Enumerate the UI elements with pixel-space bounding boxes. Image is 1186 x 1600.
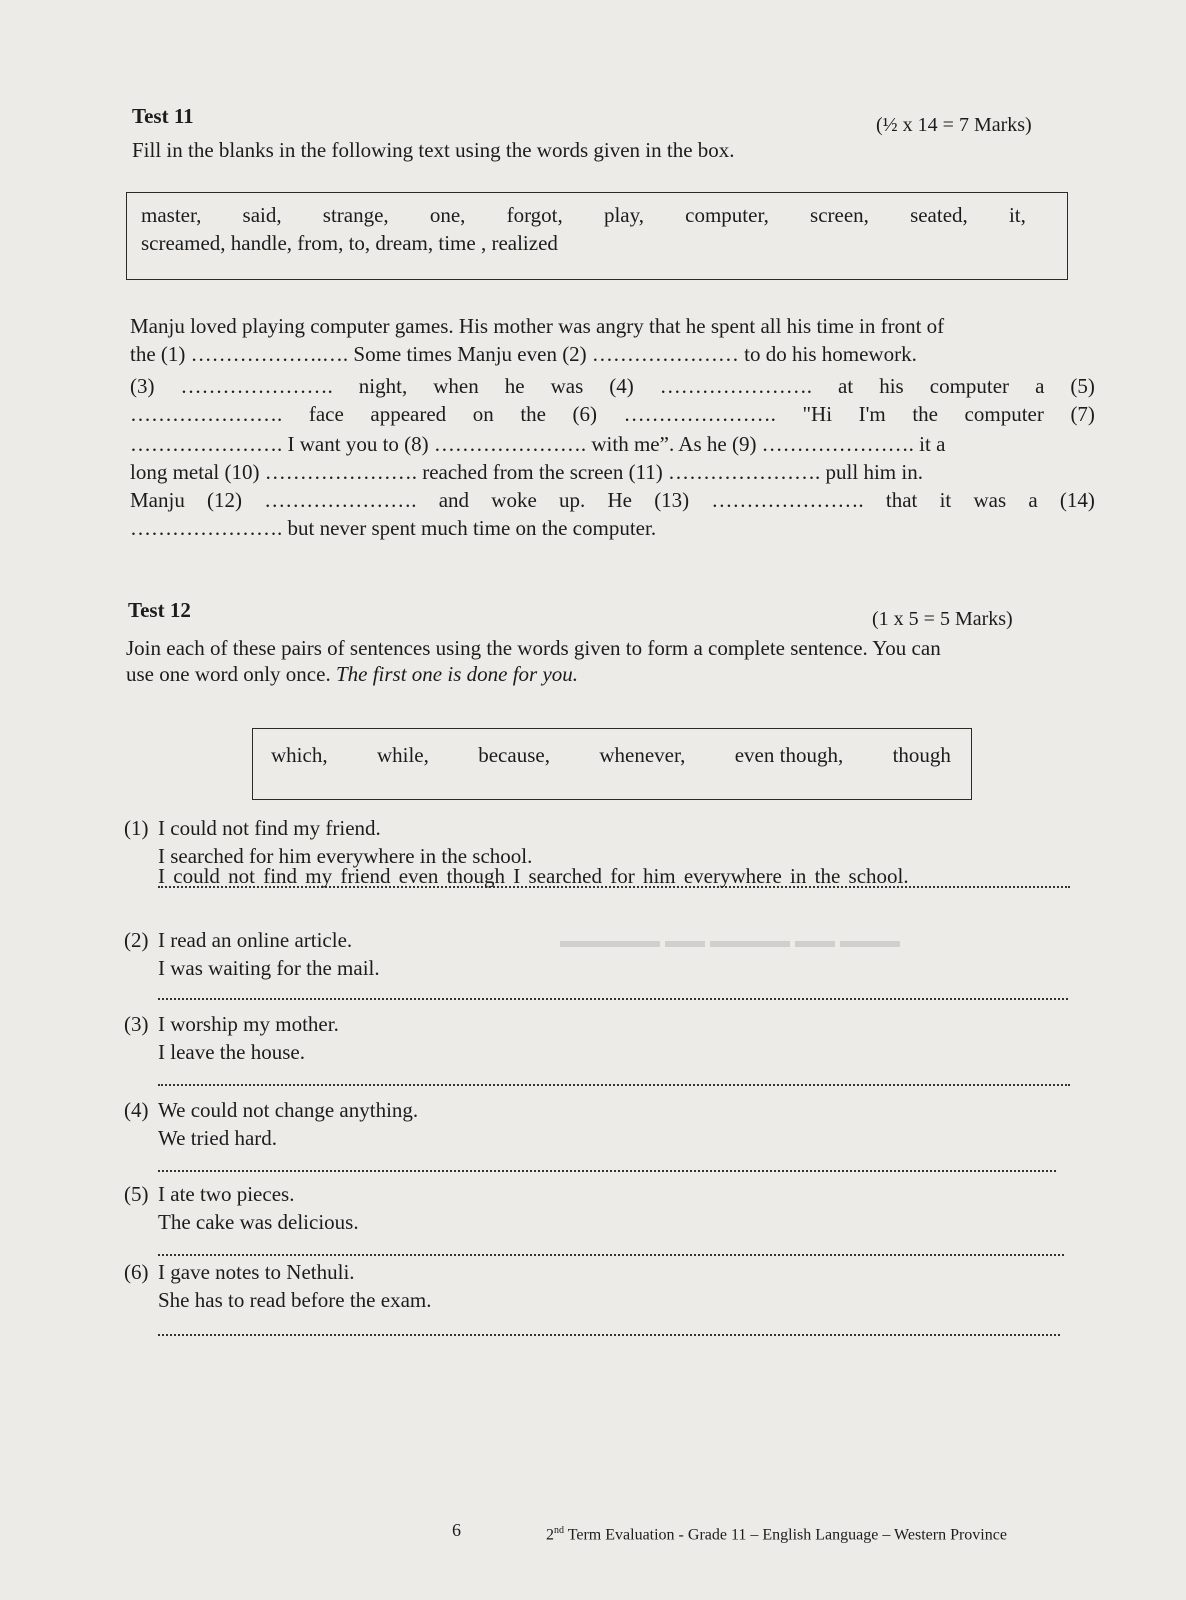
question-sentence-2: We tried hard. [158, 1126, 278, 1150]
word: (3) [130, 374, 155, 398]
word: …………………. [180, 374, 333, 398]
word: which, [271, 743, 328, 767]
word: and [438, 488, 470, 512]
passage-line-2: the (1) ……………….…. Some times Manju even (2) ………………… to do his homework. [130, 342, 917, 366]
word: up. [559, 488, 586, 512]
word: was [973, 488, 1007, 512]
word: face [308, 402, 344, 426]
word: that [885, 488, 918, 512]
question-sentence-1: I read an online article. [158, 928, 353, 952]
footer-sup: nd [554, 1525, 564, 1536]
instruction-plain: use one word only once. [126, 662, 336, 686]
answer-line[interactable] [158, 1170, 1056, 1172]
passage-line-5: …………………. I want you to (8) …………………. with me”. As he (9) …………………. it a [130, 432, 946, 456]
question-sentence-2: I was waiting for the mail. [158, 956, 380, 980]
question-number: (5) [124, 1182, 149, 1206]
question-sentence-2: I searched for him everywhere in the school. [158, 844, 533, 868]
bleed-through: ▬▬▬ ▬▬ ▬▬▬▬ ▬▬ ▬▬▬▬▬ [560, 930, 900, 952]
test12-title: Test 12 [128, 598, 191, 622]
test12-instruction-1: Join each of these pairs of sentences using the words given to form a complete sentence. You can [126, 636, 941, 660]
word: said, [242, 203, 282, 227]
word: the [912, 402, 938, 426]
passage-line-8: …………………. but never spent much time on the computer. [130, 516, 657, 540]
passage-line-6: long metal (10) …………………. reached from the screen (11) …………………. pull him in. [130, 460, 923, 484]
word: …………………. [711, 488, 864, 512]
question-number: (1) [124, 816, 149, 840]
word-box-line2: screamed, handle, from, to, dream, time , realized [141, 231, 558, 255]
instruction-italic: The first one is done for you. [335, 662, 579, 686]
answer-line[interactable] [158, 1254, 1064, 1256]
word: a [1028, 488, 1038, 512]
question-sentence-1: I ate two pieces. [158, 1182, 295, 1206]
test11-marks: (½ x 14 = 7 Marks) [876, 114, 1032, 136]
word: his [879, 374, 904, 398]
word: (6) [572, 402, 598, 426]
word: a [1035, 374, 1045, 398]
passage-line-7 [130, 486, 1095, 514]
footer-text [546, 1525, 1007, 1544]
footer-rest: Term Evaluation - Grade 11 – English Language – Western Province [564, 1526, 1007, 1544]
word: computer [929, 374, 1010, 398]
question-number: (3) [124, 1012, 149, 1036]
word: appeared [370, 402, 447, 426]
word-box-line1 [141, 203, 1026, 228]
passage-line-4 [130, 400, 1095, 428]
word: He [607, 488, 632, 512]
word: one, [429, 203, 466, 227]
word: night, [358, 374, 408, 398]
word: computer, [685, 203, 769, 227]
answer-line[interactable] [158, 998, 1068, 1000]
question-number: (6) [124, 1260, 149, 1284]
word: whenever, [599, 743, 686, 767]
word: it, [1008, 203, 1026, 227]
word-box-test12 [252, 728, 972, 800]
answer-line[interactable] [158, 1334, 1060, 1336]
question-sentence-2: She has to read before the exam. [158, 1288, 432, 1312]
passage-line-1: Manju loved playing computer games. His mother was angry that he spent all his time in front of [130, 314, 945, 338]
word: …………………. [659, 374, 813, 398]
word: (7) [1070, 402, 1095, 426]
word: when [433, 374, 479, 398]
question-sentence-1: I gave notes to Nethuli. [158, 1260, 355, 1284]
word: I'm [858, 402, 886, 426]
test12-instruction-2 [126, 660, 578, 688]
word: (14) [1059, 488, 1095, 512]
word: because, [478, 743, 550, 767]
word: (13) [654, 488, 690, 512]
word: seated, [910, 203, 968, 227]
word: he [504, 374, 525, 398]
word: (5) [1070, 374, 1095, 398]
word: on [472, 402, 494, 426]
word: even though, [734, 743, 844, 767]
word-box-test11 [126, 192, 1068, 280]
question-sentence-2: I leave the house. [158, 1040, 305, 1064]
word: though [892, 743, 951, 767]
sample-answer: I could not find my friend even though I searched for him everywhere in the school. [158, 864, 909, 888]
question-sentence-1: We could not change anything. [158, 1098, 419, 1122]
word: the [520, 402, 546, 426]
word: "Hi [802, 402, 833, 426]
word: play, [603, 203, 644, 227]
word: computer [964, 402, 1044, 426]
question-sentence-1: I worship my mother. [158, 1012, 339, 1036]
word: …………………. [130, 402, 283, 426]
word: (12) [207, 488, 243, 512]
test11-instruction: Fill in the blanks in the following text using the words given in the box. [132, 138, 735, 162]
word: while, [376, 743, 429, 767]
page-number: 6 [452, 1520, 461, 1540]
word: strange, [322, 203, 389, 227]
word: master, [141, 203, 202, 227]
word: at [838, 374, 854, 398]
word: was [550, 374, 584, 398]
word-box-test12-words [271, 743, 951, 768]
test12-marks: (1 x 5 = 5 Marks) [872, 608, 1013, 630]
word: …………………. [264, 488, 417, 512]
word: Manju [130, 488, 185, 512]
question-sentence-2: The cake was delicious. [158, 1210, 359, 1234]
word: (4) [609, 374, 634, 398]
question-number: (2) [124, 928, 149, 952]
word: screen, [810, 203, 869, 227]
word: it [939, 488, 952, 512]
question-number: (4) [124, 1098, 149, 1122]
answer-line[interactable] [158, 1084, 1070, 1086]
passage-line-3 [130, 372, 1095, 400]
word: woke [491, 488, 537, 512]
question-sentence-1: I could not find my friend. [158, 816, 381, 840]
word: …………………. [623, 402, 776, 426]
test11-title: Test 11 [132, 104, 194, 128]
footer-ordinal: 2 [546, 1526, 554, 1544]
word: forgot, [506, 203, 563, 227]
